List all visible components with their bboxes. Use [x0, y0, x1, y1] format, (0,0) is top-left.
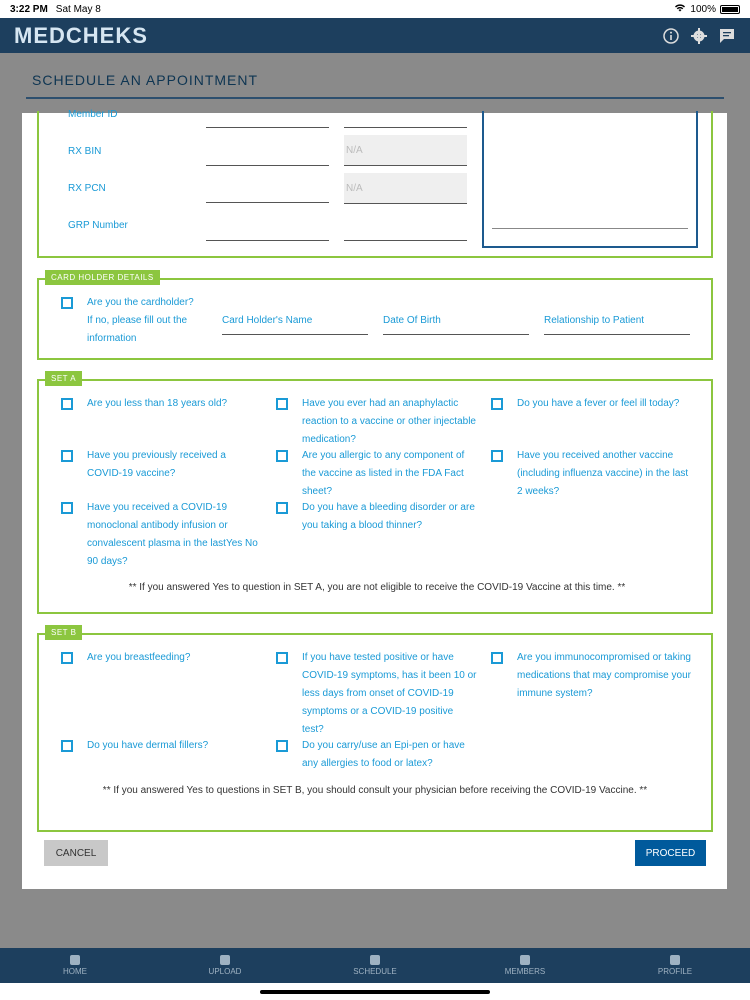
card-holder-name-label: Card Holder's Name — [222, 315, 313, 326]
rx-bin-input[interactable] — [206, 165, 329, 166]
info-icon[interactable] — [662, 27, 680, 45]
nav-schedule[interactable] — [300, 948, 450, 983]
member-id-input[interactable] — [206, 127, 329, 128]
rx-pcn-input[interactable] — [206, 202, 329, 203]
set-a-question-3: Do you have a fever or feel ill today? — [517, 398, 680, 409]
set-b-question-3: Are you immunocompromised or taking medications that may compromise your immune system? — [517, 652, 691, 699]
status-time: 3:22 PM — [10, 3, 48, 15]
profile-icon — [670, 955, 680, 965]
set-a-question-6: Have you received another vaccine (including influenza vaccine) in the last 2 weeks? — [517, 450, 689, 497]
set-b-checkbox-4[interactable] — [61, 740, 73, 752]
dob-label: Date Of Birth — [383, 315, 441, 326]
proceed-button[interactable]: PROCEED — [635, 840, 706, 866]
rx-pcn-label: RX PCN — [68, 183, 106, 194]
set-a-checkbox-3[interactable] — [491, 398, 503, 410]
set-b-question-1: Are you breastfeeding? — [87, 652, 191, 663]
grp-number-secondary-input[interactable] — [344, 240, 467, 241]
set-a-checkbox-6[interactable] — [491, 450, 503, 462]
nav-home-label: HOME — [63, 967, 87, 976]
set-b-checkbox-3[interactable] — [491, 652, 503, 664]
relationship-input[interactable] — [544, 334, 690, 335]
appointment-modal — [22, 109, 727, 889]
home-indicator[interactable] — [260, 990, 490, 994]
set-a-checkbox-8[interactable] — [276, 502, 288, 514]
card-holder-name-input[interactable] — [222, 334, 368, 335]
page-title: SCHEDULE AN APPOINTMENT — [32, 72, 259, 88]
set-a-checkbox-2[interactable] — [276, 398, 288, 410]
grp-number-label: GRP Number — [68, 220, 128, 231]
cardholder-question: Are you the cardholder? — [87, 297, 194, 308]
insurance-box — [37, 111, 713, 258]
set-a-question-1: Are you less than 18 years old? — [87, 398, 228, 409]
set-b-checkbox-5[interactable] — [276, 740, 288, 752]
set-a-question-8: Do you have a bleeding disorder or are you taking a blood thinner? — [302, 502, 475, 531]
app-header — [0, 18, 750, 53]
bottom-nav — [0, 948, 750, 983]
header-actions — [662, 27, 736, 45]
set-a-question-7: Have you received a COVID-19 monoclonal antibody infusion or convalescent plasma in the lastYes No 90 days? — [87, 502, 258, 567]
set-b-question-4: Do you have dermal fillers? — [87, 740, 209, 751]
home-icon — [70, 955, 80, 965]
rx-bin-label: RX BIN — [68, 146, 102, 157]
set-a-question-2: Have you ever had an anaphylactic reaction to a vaccine or other injectable medication? — [302, 398, 476, 445]
nav-members[interactable] — [450, 948, 600, 983]
upload-icon — [220, 955, 230, 965]
set-b-checkbox-2[interactable] — [276, 652, 288, 664]
page-title-rule — [26, 97, 724, 99]
battery-icon — [720, 5, 740, 14]
rx-pcn-secondary-input: N/A — [344, 173, 467, 204]
nav-schedule-label: SCHEDULE — [353, 967, 397, 976]
dob-input[interactable] — [383, 334, 529, 335]
rx-bin-secondary-input: N/A — [344, 135, 467, 166]
calendar-icon — [370, 955, 380, 965]
set-b-question-2: If you have tested positive or have COVID-19 symptoms, has it been 10 or less days from onset of COVID-19 symptoms or a COVID-19 positive test? — [302, 652, 477, 735]
set-b-question-5: Do you carry/use an Epi-pen or have any allergies to food or latex? — [302, 740, 465, 769]
set-a-tag: SET A — [45, 371, 82, 386]
set-a-checkbox-1[interactable] — [61, 398, 73, 410]
members-icon — [520, 955, 530, 965]
set-a-question-4: Have you previously received a COVID-19 vaccine? — [87, 450, 226, 479]
cardholder-instruction: If no, please fill out the information — [87, 315, 188, 344]
set-b-checkbox-1[interactable] — [61, 652, 73, 664]
set-b-tag: SET B — [45, 625, 82, 640]
nav-home[interactable] — [0, 948, 150, 983]
card-image-underline — [492, 228, 688, 229]
app-logo: MEDCHEKS — [14, 22, 148, 48]
nav-members-label: MEMBERS — [504, 967, 546, 976]
set-b-note: ** If you answered Yes to questions in SET B, you should consult your physician before receiving the COVID-19 Vaccine. ** — [102, 785, 648, 796]
set-a-checkbox-4[interactable] — [61, 450, 73, 462]
chat-icon[interactable] — [718, 27, 736, 45]
grp-number-input[interactable] — [206, 240, 329, 241]
status-right — [674, 3, 740, 15]
set-b-box — [37, 628, 713, 832]
card-holder-box — [37, 273, 713, 360]
wifi-icon — [674, 3, 686, 15]
member-id-secondary-input[interactable] — [344, 127, 467, 128]
member-id-label: Member ID — [68, 109, 118, 120]
card-holder-tag: CARD HOLDER DETAILS — [45, 270, 160, 285]
nav-upload[interactable] — [150, 948, 300, 983]
nav-profile[interactable] — [600, 948, 750, 983]
status-date: Sat May 8 — [55, 3, 101, 15]
cancel-button[interactable]: CANCEL — [44, 840, 108, 866]
nav-upload-label: UPLOAD — [208, 967, 242, 976]
battery-percent: 100% — [690, 3, 716, 15]
relationship-label: Relationship to Patient — [544, 315, 645, 326]
set-a-checkbox-5[interactable] — [276, 450, 288, 462]
cardholder-checkbox[interactable] — [61, 297, 73, 309]
nav-profile-label: PROFILE — [657, 967, 693, 976]
set-a-question-5: Are you allergic to any component of the vaccine as listed in the FDA Fact sheet? — [302, 450, 465, 497]
gear-icon[interactable] — [690, 27, 708, 45]
set-a-checkbox-7[interactable] — [61, 502, 73, 514]
set-a-box — [37, 374, 713, 614]
card-image-area[interactable] — [482, 111, 698, 248]
status-bar — [0, 0, 750, 18]
set-a-note: ** If you answered Yes to question in SET A, you are not eligible to receive the COVID-19 Vaccine at this time. ** — [128, 582, 626, 593]
